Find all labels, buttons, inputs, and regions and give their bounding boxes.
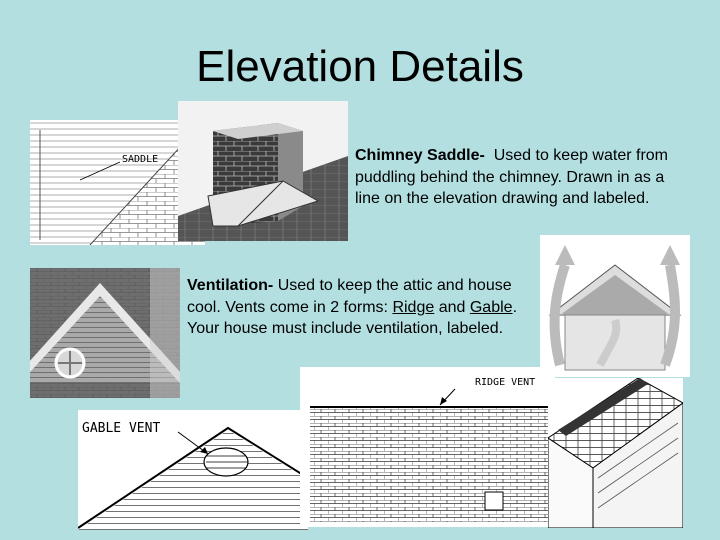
ridge-vent-label: RIDGE VENT (475, 377, 536, 388)
ridge-vent-3d-illustration (548, 378, 683, 528)
chimney-saddle-description: Used to keep water from puddling behind the chimney. Drawn in as a line on the elevation drawing and labeled. (355, 147, 668, 207)
gable-house-photo (30, 268, 180, 398)
ventilation-description-end: . Your house must include ventilation, labeled. (187, 298, 518, 337)
and-word: and (438, 298, 466, 316)
saddle-label: SADDLE (122, 154, 159, 165)
roof-airflow-illustration (540, 235, 690, 377)
ridge-word: Ridge (392, 298, 435, 316)
chimney-illustration (178, 101, 348, 241)
gable-vent-label: GABLE VENT (82, 421, 161, 436)
ventilation-description: Used to keep the attic and house cool. Vents come in 2 forms: (187, 277, 512, 316)
chimney-saddle-text (355, 145, 685, 210)
ventilation-text (187, 275, 527, 340)
gable-vent-drawing (78, 410, 308, 530)
ventilation-heading: Ventilation- (187, 277, 274, 294)
chimney-saddle-heading: Chimney Saddle- (355, 147, 485, 164)
slide-title: Elevation Details (196, 42, 524, 91)
ridge-vent-elevation-drawing (300, 367, 555, 527)
gable-word: Gable (469, 298, 513, 316)
